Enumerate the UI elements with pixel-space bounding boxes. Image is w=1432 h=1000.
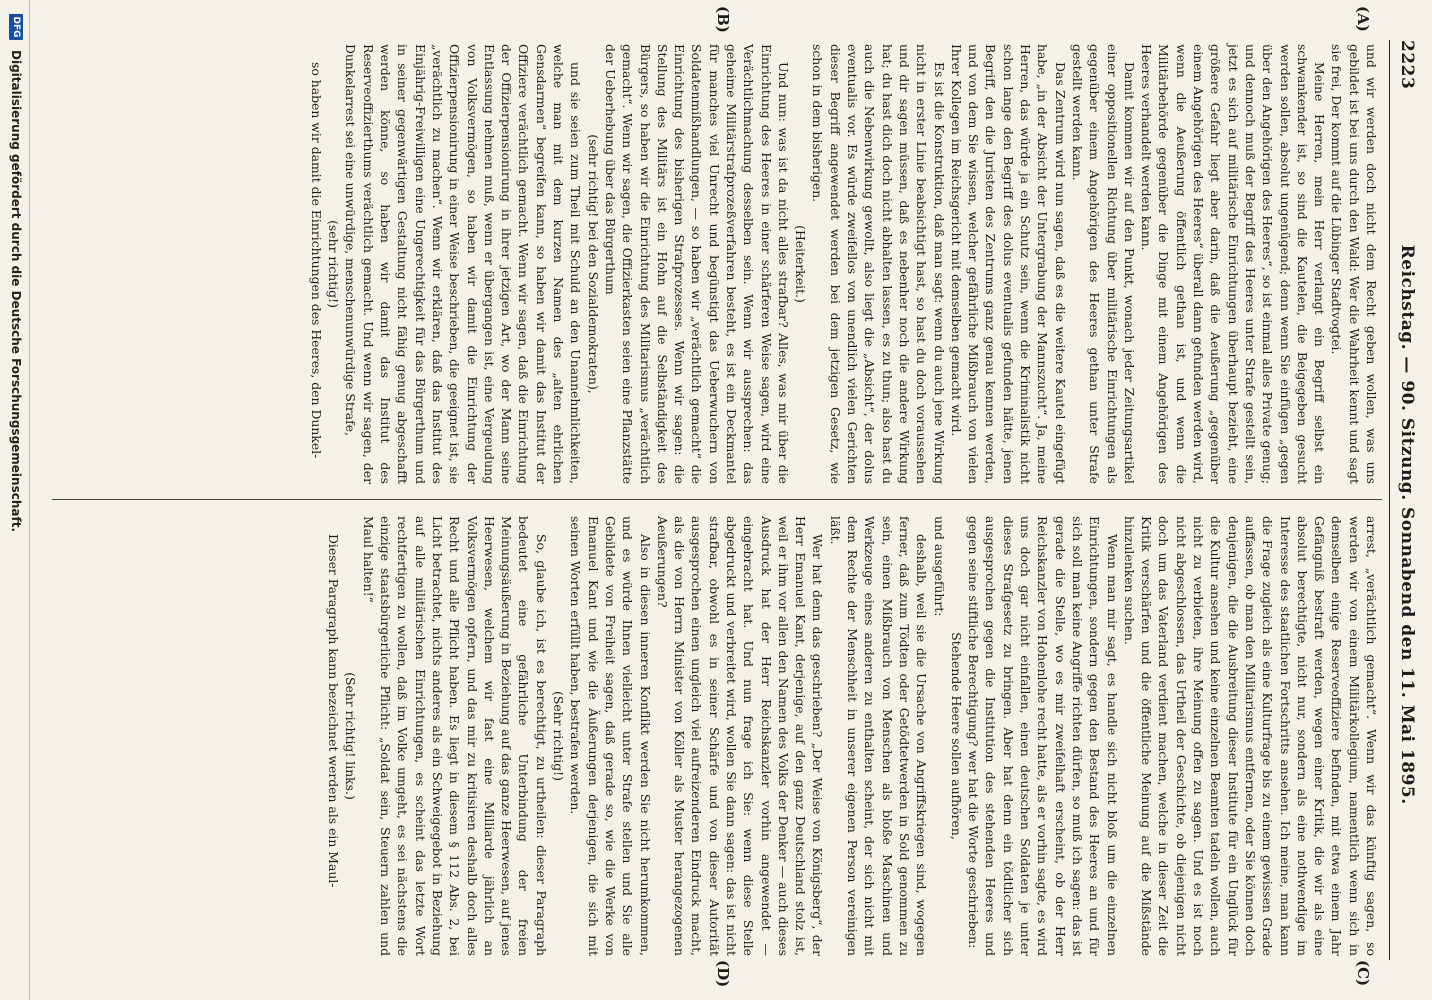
- footer-text: Digitalisierung gefördert durch die Deutsche Forschungsgemeinschaft.: [9, 50, 23, 533]
- footer-bar: [3, 0, 30, 1000]
- left-column: [308, 44, 1380, 484]
- paragraph: und ausgeführt:: [931, 516, 947, 617]
- paragraph: Es ist die Konstruktion, daß man sagt: wenn du auch jene Wirkung nicht in erster Linie beabsichtigt hast, so hast du doch voraussehen und dir sagen müssen, daß es nebenher noch die andere Wirkung hat; du hast dich doch nicht abhalten lassen, es zu thun; also hast du auch die Nebenwirkung gewollt, also liegt die „Absicht“, der dolus eventualis vor. Es würde zweifellos von unendlich vielen Gerichten dieser Begriff angewendet werden bei dem jetzigen Gesetz, wie schon in dem bisherigen.: [810, 44, 947, 484]
- paragraph: Damit kommen wir auf den Punkt, wonach jeder Zeitungsartikel einer oppositionellen Richtung über militärische Einrichtungen als gegenüber einem Angehörigen des Heeres gethan unter Strafe gestellt werden kann.: [1069, 44, 1137, 484]
- paragraph: (Sehr richtig! links.): [343, 672, 359, 800]
- paragraph: so haben wir damit die Einrichtungen des Heeres, den Dunkel-: [308, 62, 324, 459]
- dfg-logo: DFG: [9, 14, 23, 40]
- header-title: Reichstag. — 90. Sitzung. Sonnabend den 11. Mai 1895.: [1397, 244, 1417, 805]
- paragraph: Das Zentrum wird nun sagen, daß es die weitere Kautel eingefügt habe, „in der Absicht der Untergrabung der Mannszucht“. Ja, meine Herren, das würde ja ein Schutz sein, wenn die Kriminalistik nicht schon lange den Begriff des dolus eventualis gefunden hätte, jenen Begriff, den die Juristen des Zentrums ganz genau kennen werden, und von dem Sie wissen, welcher gefährliche Mißbrauch von vielen Ihrer Kollegen im Reichsgericht mit demselben gemacht wird.: [948, 44, 1068, 484]
- paragraph: und sie seien zum Theil mit Schuld an den Unannehmlichkeiten, welche man mit dem kurzen Namen des „alten ehrlichen Gensdarmen“ begreifen kann, so haben wir damit das Institut der Offiziere verächtlich gemacht. Wenn wir sagen, daß die Einrichtung der Offizierpensionirung in ihrer jetzigen Art, wo der Mann seine Entlassung nehmen muß, wenn er übergangen ist, eine Vergeudung von Volksvermögen, so haben wir damit die Einrichtung der Offizierpensionirung in einer Weise beschrieben, die geeignet ist, sie „verächtlich zu machen“. Wenn wir erklären, daß das Institut des Einjährig-Freiwilligen eine Ungerechtigkeit für das Bürgerthum und in seiner gegenwärtigen Gestaltung nicht fähig genug abgeschafft werden könne, so haben wir damit das Institut des Reserveoffizierthums verächtlich gemacht. Und wenn wir sagen, der Dunkelarrest sei eine unwürdige, menschenunwürdige Strafe,: [343, 44, 584, 484]
- paragraph: Wenn man mir sagt, es handle sich nicht bloß um die einzelnen Einrichtungen, sondern gegen den Bestand des Heeres an und für sich soll man keine Angriffe richten dürfen, so muß ich sagen: das ist gerade die Stelle, wo es mir zweifelhaft erscheint, ob der Herr Reichskanzler von Hohenlohe recht hatte, als er vorhin sagte, es wird uns doch gar nicht einfallen, einen deutschen Soldaten je unter dieses Strafgesetz zu bringen. Aber hat denn ein tödtlicher sich ausgesprochen gegen die Institution des stehenden Heeres und gegen seine stiftliche Berechtigung? wer hat die Worte geschrieben:: [966, 516, 1120, 956]
- paragraph: Also in diesen inneren Konflikt werden Sie nicht herumkommen, und es würde Ihnen vielleicht unter Strafe stellen und Sie alle Gebildete von Freiheit sagen, daß gerade so, wie die Werke von Emanuel Kant und wie die Äußerungen derjenigen, die sich mit seinen Worten erfüllt haben, bestrafen werden.: [568, 516, 653, 956]
- column-divider: [52, 499, 1382, 500]
- paragraph: (Sehr richtig!): [551, 691, 567, 781]
- paragraph: Meine Herren, mein Herr verlangt ein Begriff selbst ein schwankender ist, so sind die Kautelen, die Beigegeben gesucht werden sollen, absolut ungenügend; denn wenn Sie einfügen „gegen über den Angehörigen des Heeres“, so ist einmal alles Private genug; und dennoch muß der Begriff des Heeres unter Strafe gestellt sein, jetzt es sich auf militärische Einrichtungen überhaupt bezieht, eine größere Gefahr liegt aber darin, daß die Aeußerung „gegenüber einem Angehörigen des Heeres“ überall dann gefunden werden wird, wenn die Aeußerung öffentlich gethan ist, und wenn die Militärbehörde gegenüber die Dinge mit einem Angehörigen des Heeres verhandelt werden kann.: [1139, 44, 1328, 484]
- paragraph: Stehende Heere sollen aufhören,: [948, 632, 964, 840]
- paragraph: (sehr richtig! bei den Sozialdemokraten),: [585, 134, 601, 394]
- paragraph: Wer hat denn das geschrieben? „Der Weise von Königsberg“, der Herr Emanuel Kant, derjenige, auf den ganz Deutschland stolz ist, weil er ihm vor allen den Namen des Volks der Denker — auch dieses Ausdruck hat der Herr Reichskanzler vorhin angewendet — eingebracht hat. Und nun frage ich Sie: wenn diese Stelle abgedruckt und verbreitet wird, wollen Sie dann sagen: das ist nicht strafbar, obwohl es in seiner Schärfe und von dieser Autorität ausgesprochen einen ungleich viel aufreizenderen Eindruck macht, als die von Herrn Minister von Köller als Muster herangezogenen Aeußerungen?: [654, 516, 826, 956]
- paragraph: deshalb, weil sie die Ursache von Angriffskriegen sind, wogegen ferner, daß zum Tödten oder Getödtetwerden in Sold genommen zu sein, einen Mißbrauch von Menschen als bloße Maschinen und Werkzeuge eines anderen zu enthalten scheint, der sich nicht mit dem Rechte der Menschheit in unserer eigenen Person vereinigen läßt.: [827, 516, 930, 956]
- paragraph: So, glaube ich, ist es berechtigt, zu urtheilen: dieser Paragraph bedeutet eine gefährliche Unterbindung der freien Meinungsäußerung in Beziehung auf das ganze Heerwesen, auf jenes Heerwesen, welchem wir fast eine Milliarde jährlich an Volksvermögen opfern, und das mir zu kritisiren deshalb doch alles Recht und alle Pflicht haben. Es liegt in diesem § 112 Abs. 2, bei Licht betrachtet, nichts anderes als ein Schweigegebot in Beziehung auf alle militärischen Einrichtungen, es scheint das letzte Wort rechtfertigen zu wollen, daß im Volke umgeht, es sei nächstens die einzige staatsbürgerliche Pflicht: „Soldat sein, Steuern zahlen und Maul halten!“: [360, 516, 549, 956]
- header-left: 2223: [1397, 40, 1417, 90]
- margin-label-c: (C): [1354, 960, 1372, 987]
- margin-label-a: (A): [1354, 6, 1372, 32]
- right-column: [325, 516, 1380, 956]
- margin-label-d: (D): [714, 960, 732, 988]
- margin-label-b: (B): [714, 6, 732, 33]
- paragraph: (sehr richtig!): [326, 220, 342, 308]
- paragraph: Und nun: was ist da nicht alles strafbar? Alles, was mir über die Einrichtung des Heeres in einer schärferen Weise sagen, wird eine Verächtlichmachung desselben sein. Wenn wir aussprechen: das geheime Militärstrafprozeßverfahren besteht, es ist ein Deckmantel für manches viel Unrecht und begünstigt das Ueberwuchern von Soldatenmißhandlungen, — so haben wir „verächtlich gemacht“ die Einrichtung des bisherigen Strafprozesses. Wenn wir sagen: die Stellung des Militärs ist ein Hohn auf die Selbständigkeit des Bürgers, so haben wir die Einrichtung des Militarismus „verächtlich gemacht“. Wenn wir sagen, die Offizierkasten seien eine Pflanzstätte der Ueberhebung über das Bürgerthum: [602, 44, 791, 484]
- paragraph: Dieser Paragraph kann bezeichnet werden als ein Maul-: [326, 534, 342, 888]
- paragraph: arrest, „verächtlich gemacht“. Wenn wir das künftig sagen, so werden wir von einem Militärkollegium, namentlich wenn sich in demselben einige Reserveoffiziere befinden, mit etwa einem Jahr Gefängniß bestraft werden, wegen einer Kritik, die wir als eine absolut berechtigte, nicht nur, sondern als eine nothwendige im Interesse des staatlichen Fortschritts ansehen. Ich meine, man kann die Frage zugleich als eine Kulturfrage bis zu einem gewissen Grade auffassen, ob man den Militarismus entfernen, oder Sie können doch denjenigen, die die Ausbreitung dieser Institute für ein Unglück für die Kultur ansehen und keine einzelnen Beamten tadeln wollen, auch nicht zu verbieten, ihre Meinung offen zu sagen. Und es ist noch nicht abgeschlossen, das Urtheil der Geschichte, ob diejenigen nicht doch um das Vaterland verdient machen, welche in dieser Zeit die Kritik verschärfen und die öffentliche Meinung auf die Mißstände hinzulenken suchen.: [1121, 516, 1379, 956]
- paragraph: (Heiterkeit.): [793, 225, 809, 303]
- paragraph: und wir werden doch nicht dem Recht geben wollen, was uns gebildet ist bei uns durch den Wald: Wer die Wahrheit kennt und sagt sie frei, Der kommt auf die Lübinger Stadtvogtei.: [1329, 44, 1379, 484]
- running-header: [1389, 40, 1424, 960]
